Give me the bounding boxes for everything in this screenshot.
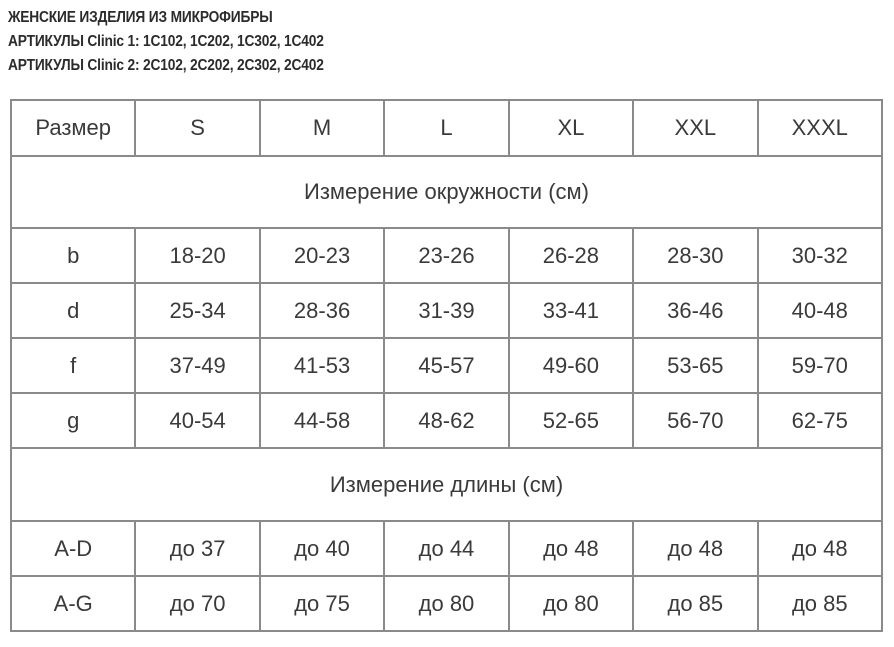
header-cell-xxl: XXL [633,100,757,156]
row-label: f [11,338,135,393]
table-cell: 33-41 [509,283,633,338]
articles-clinic-1: АРТИКУЛЫ Clinic 1: 1С102, 1С202, 1С302, 1С402 [8,33,324,50]
table-cell: 40-54 [135,393,259,448]
table-cell: 30-32 [758,228,882,283]
table-cell: 41-53 [260,338,384,393]
section-row-length [11,448,882,521]
table-cell: до 70 [135,576,259,631]
table-cell: 28-36 [260,283,384,338]
section-row-circumference [11,156,882,228]
section-title-length: Измерение длины (см) [11,448,882,521]
table-cell: до 85 [633,576,757,631]
table-cell: 52-65 [509,393,633,448]
table-cell: 37-49 [135,338,259,393]
table-cell: до 40 [260,521,384,576]
table-cell: 40-48 [758,283,882,338]
header-cell-l: L [384,100,508,156]
table-cell: 23-26 [384,228,508,283]
table-row-d [11,283,882,338]
table-row-f [11,338,882,393]
table-cell: 53-65 [633,338,757,393]
row-label: A-G [11,576,135,631]
row-label: b [11,228,135,283]
table-row-a-g [11,576,882,631]
table-cell: до 48 [509,521,633,576]
row-label: A-D [11,521,135,576]
header-cell-xl: XL [509,100,633,156]
table-cell: 18-20 [135,228,259,283]
table-cell: 25-34 [135,283,259,338]
table-cell: до 48 [633,521,757,576]
table-cell: 28-30 [633,228,757,283]
table-cell: до 48 [758,521,882,576]
header-cell-s: S [135,100,259,156]
table-cell: 31-39 [384,283,508,338]
table-cell: до 80 [384,576,508,631]
table-cell: 62-75 [758,393,882,448]
section-title-circumference: Измерение окружности (см) [11,156,882,228]
table-cell: 20-23 [260,228,384,283]
table-cell: 48-62 [384,393,508,448]
table-cell: до 75 [260,576,384,631]
articles-clinic-2: АРТИКУЛЫ Clinic 2: 2С102, 2С202, 2С302, 2С402 [8,57,324,74]
table-cell: 36-46 [633,283,757,338]
header-cell-size: Размер [11,100,135,156]
document-header [8,6,878,78]
header-cell-xxxl: XXXL [758,100,882,156]
table-cell: 44-58 [260,393,384,448]
table-header-row [11,100,882,156]
table-cell: до 37 [135,521,259,576]
table-cell: 49-60 [509,338,633,393]
row-label: d [11,283,135,338]
table-cell: 26-28 [509,228,633,283]
table-cell: до 85 [758,576,882,631]
table-cell: до 80 [509,576,633,631]
size-chart-table [10,99,883,632]
table-cell: 59-70 [758,338,882,393]
header-cell-m: M [260,100,384,156]
table-cell: 45-57 [384,338,508,393]
table-row-a-d [11,521,882,576]
table-row-g [11,393,882,448]
product-title: ЖЕНСКИЕ ИЗДЕЛИЯ ИЗ МИКРОФИБРЫ [8,9,273,26]
table-cell: до 44 [384,521,508,576]
table-cell: 56-70 [633,393,757,448]
table-row-b [11,228,882,283]
row-label: g [11,393,135,448]
